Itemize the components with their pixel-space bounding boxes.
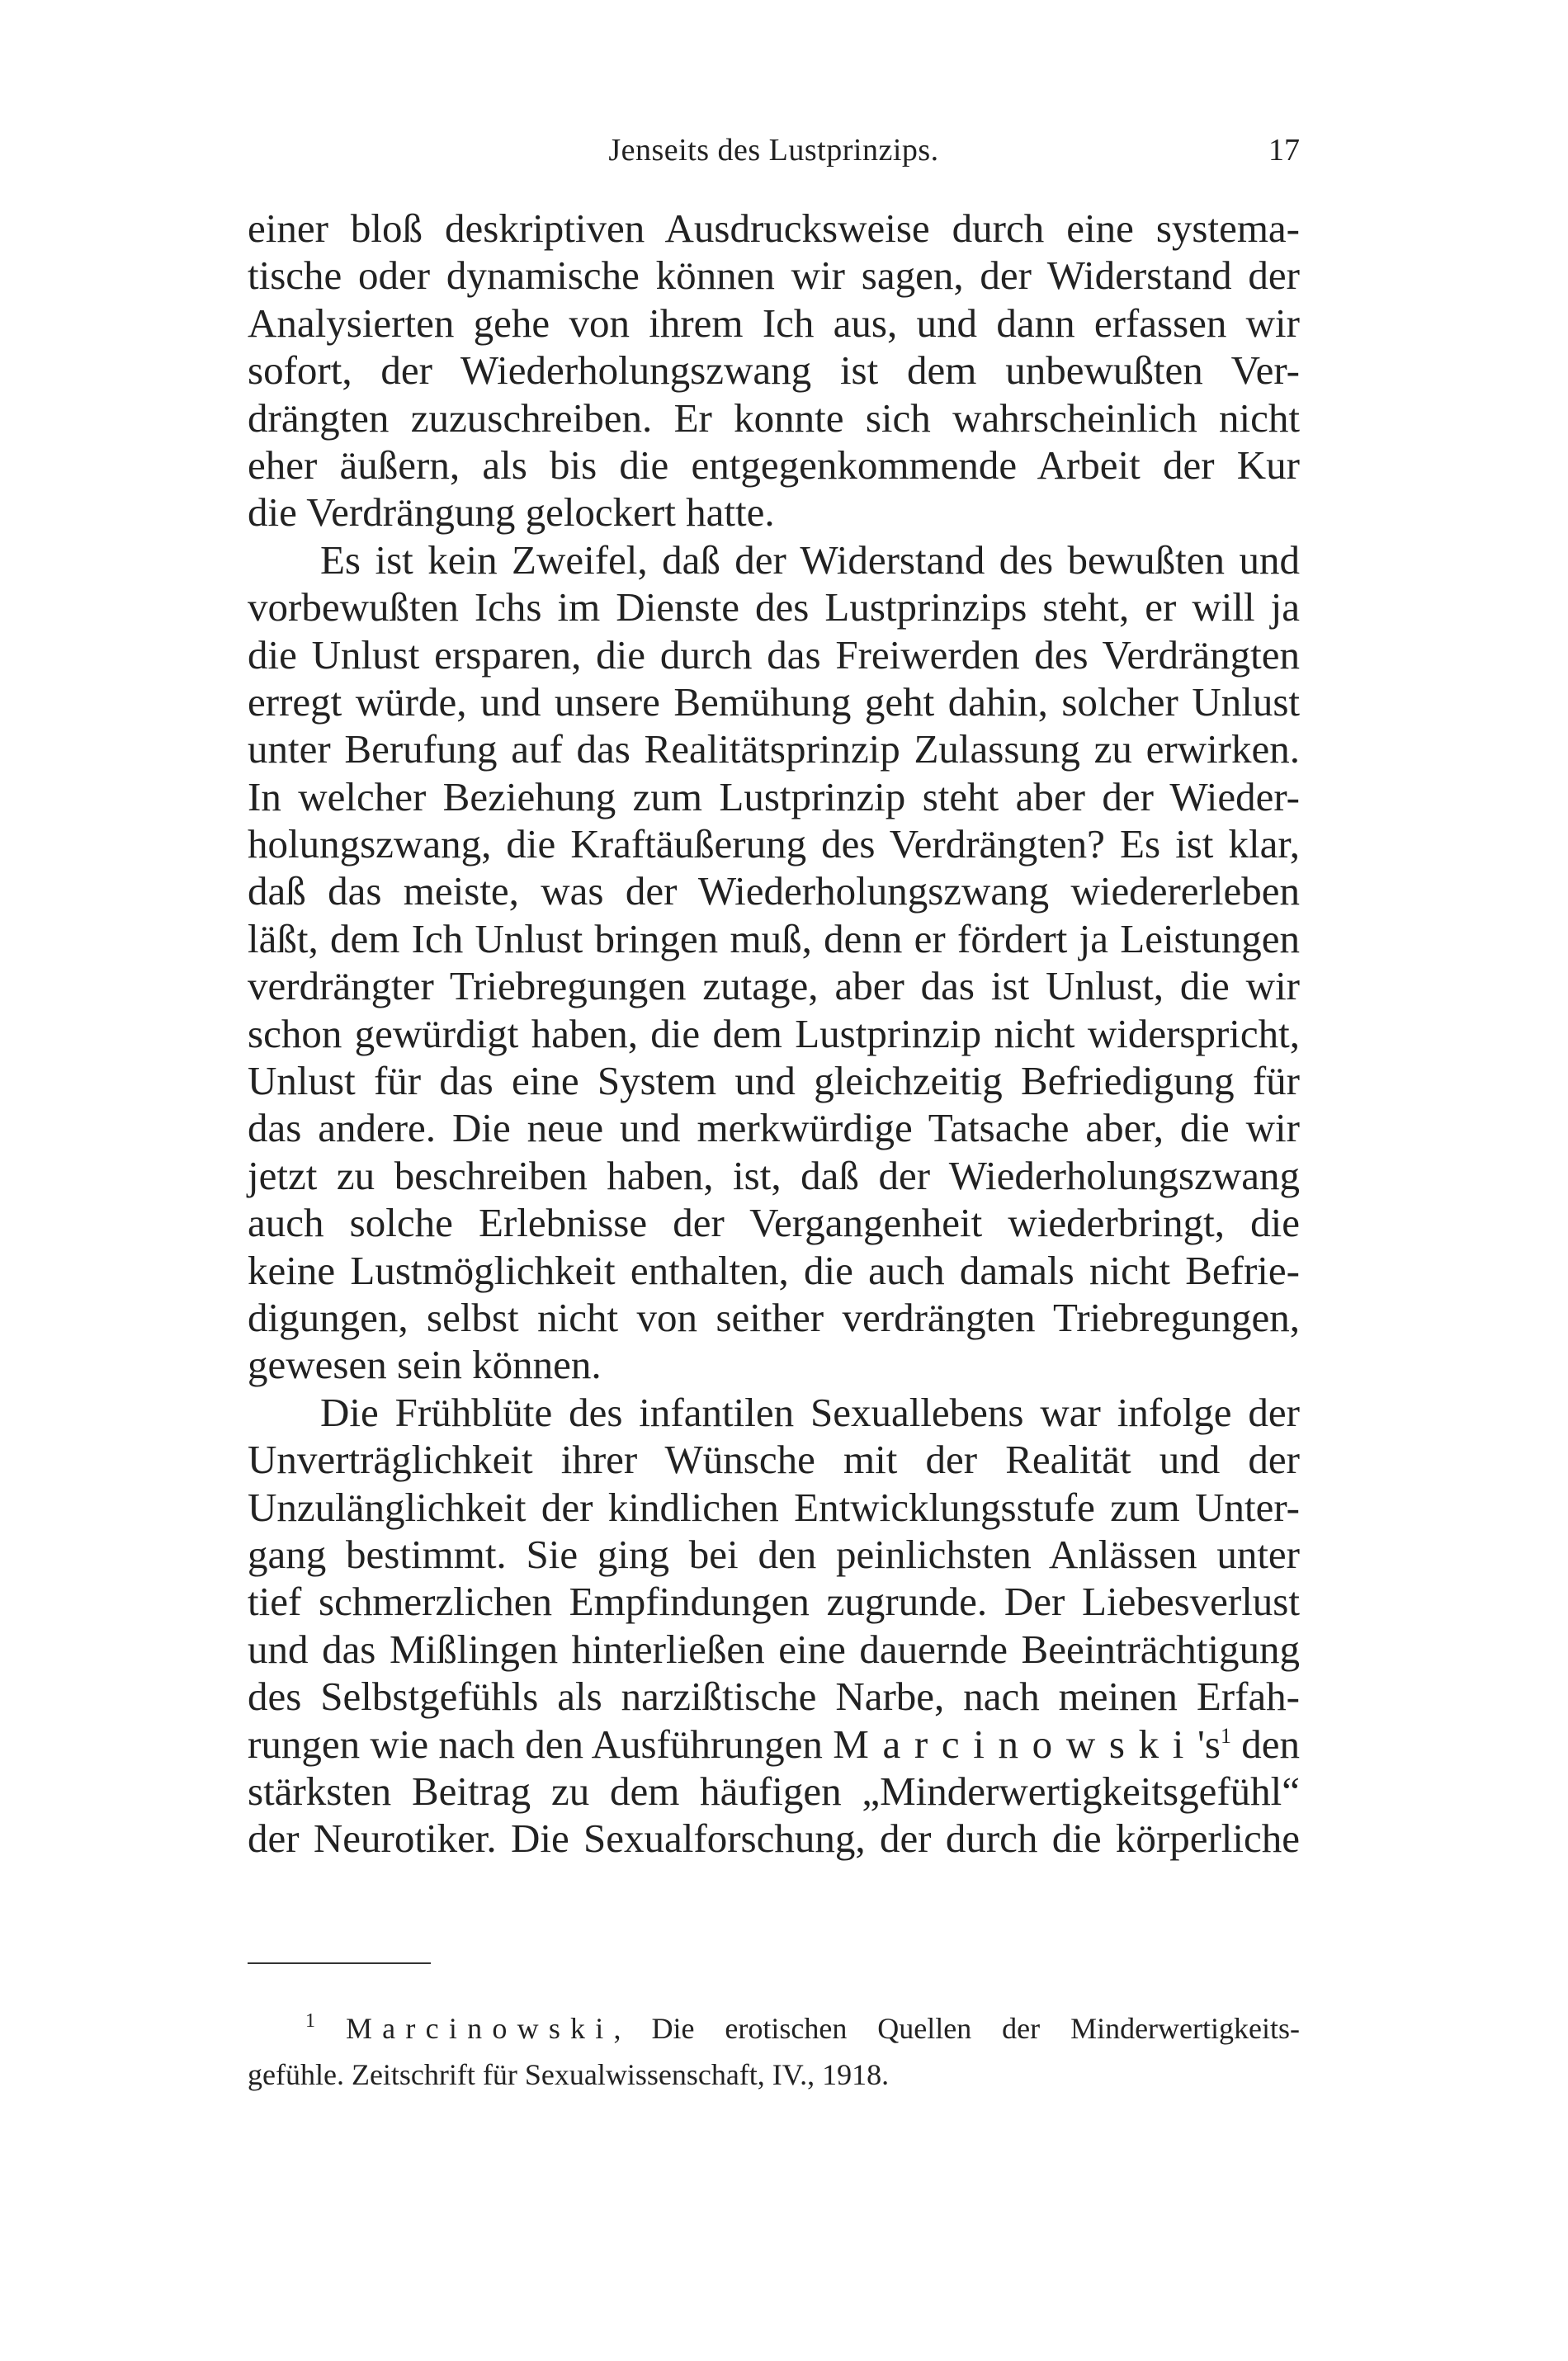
text-line: der Neurotiker. Die Sexualforschung, der durch die körperliche bbox=[248, 1816, 1300, 1862]
footnotes bbox=[248, 2005, 1300, 2098]
text-line: schon gewürdigt haben, die dem Lustprinzip nicht widerspricht, bbox=[248, 1010, 1300, 1056]
footnote-mark: 1 bbox=[305, 2010, 315, 2032]
text-line: In welcher Beziehung zum Lustprinzip steht aber der Wieder- bbox=[248, 773, 1300, 819]
running-title: Jenseits des Lustprinzips. bbox=[608, 133, 939, 168]
text-line: die Verdrängung gelockert hatte. bbox=[248, 489, 775, 536]
text-line: eher äußern, als bis die entgegenkommende Arbeit der Kur bbox=[248, 442, 1300, 488]
paragraph-first-line: Die Frühblüte des infantilen Sexuallebens war infolge der bbox=[320, 1389, 1300, 1435]
text-line: das andere. Die neue und merkwürdige Tatsache aber, die wir bbox=[248, 1105, 1300, 1151]
text-line: keine Lustmöglichkeit enthalten, die auch damals nicht Befrie- bbox=[248, 1247, 1300, 1293]
text-line: und das Mißlingen hinterließen eine dauernde Beeinträchtigung bbox=[248, 1626, 1300, 1672]
running-header bbox=[248, 132, 1300, 182]
line-text: rungen wie nach den Ausführungen bbox=[248, 1721, 823, 1767]
text-line: holungszwang, die Kraftäußerung des Verdrängten? Es ist klar, bbox=[248, 821, 1300, 867]
text-line: läßt, dem Ich Unlust bringen muß, denn er fördert ja Leistungen bbox=[248, 915, 1300, 961]
possessive-suffix: 's bbox=[1197, 1721, 1221, 1767]
cited-author-name: Marcinowski bbox=[833, 1721, 1198, 1767]
main-text bbox=[248, 205, 1300, 1863]
text-line: Unzulänglichkeit der kindlichen Entwicklungsstufe zum Unter- bbox=[248, 1484, 1300, 1530]
text-line: gewesen sein können. bbox=[248, 1342, 602, 1388]
text-line: des Selbstgefühls als narzißtische Narbe, nach meinen Erfah- bbox=[248, 1674, 1300, 1720]
text-line: einer bloß deskriptiven Ausdrucksweise durch eine systema- bbox=[248, 205, 1300, 251]
text-line: erregt würde, und unsere Bemühung geht dahin, solcher Unlust bbox=[248, 678, 1300, 725]
footnote-1 bbox=[248, 2005, 1300, 2052]
text-line: vorbewußten Ichs im Dienste des Lustprinzips steht, er will ja bbox=[248, 584, 1300, 630]
text-line: Analysierten gehe von ihrem Ich aus, und dann erfassen wir bbox=[248, 300, 1300, 346]
text-line: tische oder dynamische können wir sagen, der Widerstand der bbox=[248, 253, 1300, 299]
text-line: stärksten Beitrag zu dem häufigen „Minderwertigkeitsgefühl“ bbox=[248, 1768, 1300, 1814]
paragraph-first-line: Es ist kein Zweifel, daß der Widerstand des bewußten und bbox=[320, 536, 1300, 583]
text-line: verdrängter Triebregungen zutage, aber das ist Unlust, die wir bbox=[248, 963, 1300, 1009]
footnote-author: Marcinowski bbox=[345, 2012, 614, 2045]
text-line: Unverträglichkeit ihrer Wünsche mit der Realität und der bbox=[248, 1437, 1300, 1483]
text-line: tief schmerzlichen Empfindungen zugrunde. Der Liebesverlust bbox=[248, 1579, 1300, 1625]
text-line: jetzt zu beschreiben haben, ist, daß der Wiederholungszwang bbox=[248, 1152, 1300, 1198]
text-line: digungen, selbst nicht von seither verdrängten Triebregungen, bbox=[248, 1294, 1300, 1340]
text-line: die Unlust ersparen, die durch das Freiwerden des Verdrängten bbox=[248, 631, 1300, 678]
text-line: unter Berufung auf das Realitätsprinzip Zulassung zu erwirken. bbox=[248, 726, 1300, 772]
footnote-1-continuation: gefühle. Zeitschrift für Sexualwissenschaft, IV., 1918. bbox=[248, 2058, 890, 2091]
text-line: drängten zuzuschreiben. Er konnte sich wahrscheinlich nicht bbox=[248, 394, 1300, 441]
footnote-reference[interactable]: 1 bbox=[1220, 1723, 1231, 1748]
text-line: Unlust für das eine System und gleichzeitig Befriedigung für bbox=[248, 1058, 1300, 1104]
text-line-with-footnote-ref bbox=[248, 1721, 1300, 1768]
footnote-text: , Die erotischen Quellen der Minderwertigkeits- bbox=[613, 2012, 1300, 2045]
footnote-divider bbox=[248, 1962, 431, 1964]
text-line: sofort, der Wiederholungszwang ist dem unbewußten Ver- bbox=[248, 347, 1300, 394]
line-text: den bbox=[1241, 1721, 1301, 1767]
text-line: gang bestimmt. Sie ging bei den peinlichsten Anlässen unter bbox=[248, 1531, 1300, 1577]
text-line: auch solche Erlebnisse der Vergangenheit wiederbringt, die bbox=[248, 1200, 1300, 1246]
text-line: daß das meiste, was der Wiederholungszwang wiedererleben bbox=[248, 868, 1300, 914]
page-number: 17 bbox=[1268, 133, 1300, 168]
